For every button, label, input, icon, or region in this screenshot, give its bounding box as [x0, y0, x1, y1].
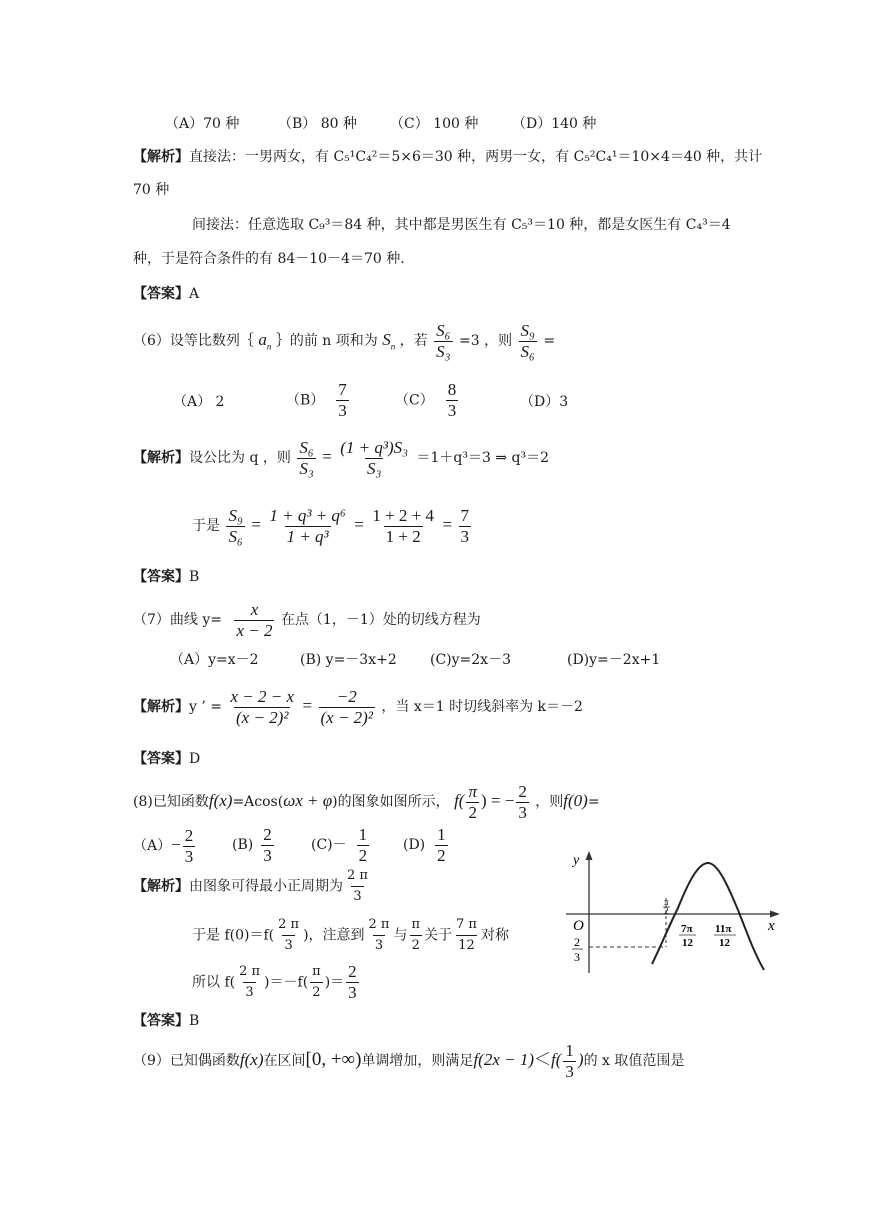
q6-option-c: （C） $\frac{8}{3}$ [395, 380, 457, 420]
answer-tag: 【答案】 [133, 286, 189, 302]
q6-answer: 【答案】B [133, 569, 200, 585]
answer-value: A [189, 286, 200, 302]
q6-analysis: 【解析】设公比为 q ，则 $\frac{\text{S₆}}{\text{S₃}}$ = $\frac{\text{(1 + q³)S₃}}{\text{S₃}}$ ＝1＋q³＝3 ⇒ q³＝2 [133, 437, 550, 478]
analysis-text: ＝1＋q³＝3 ⇒ q³＝2 [416, 450, 550, 466]
q8-analysis-line3: 所以 f( $\frac{2 \pi}{3}$ )＝－f( $\frac{\pi}{2}$ )＝ $\frac{2}{3}$ [192, 962, 357, 1002]
cosine-curve [652, 863, 764, 970]
q6-fraction-s9-s6: $\frac{\text{S₉}}{\text{S₆}}$ [520, 320, 535, 361]
label-11pi-12-num: 11π [715, 923, 732, 935]
q7-option-a: （A）y=x－2 [170, 652, 259, 668]
q6-j-frac2: $\frac{\text{(1 + q³)S₃}}{\text{S₃}}$ [340, 437, 409, 478]
q7-stem: （7）曲线 y= $\frac{x}{x - 2}$ 在点（1，－1）处的切线方程为 [133, 599, 481, 640]
x-axis-arrow [770, 911, 780, 918]
y-axis-arrow [586, 851, 593, 860]
label-pi-over-2-den: 2 [664, 906, 669, 916]
q8-analysis: 【解析】由图象可得最小正周期为 $\frac{2 \pi}{3}$ [133, 866, 372, 907]
q8-option-b: (B) $\frac{2}{3}$ [232, 824, 272, 865]
q5-indirect-cont: 种，于是符合条件的有 84－10－4＝70 种. [133, 251, 405, 267]
y-axis-label: y [573, 853, 580, 868]
q8-option-c: (C)－ $\frac{1}{2}$ [311, 824, 368, 865]
q8-option-d: (D) $\frac{1}{2}$ [403, 824, 446, 865]
analysis-tag: 【解析】 [133, 149, 189, 165]
q5-answer [133, 285, 199, 303]
q6-option-a: （A） 2 [173, 394, 225, 410]
q6-stem-text: =3 ，则 [458, 333, 513, 349]
x-axis-label: x [768, 918, 775, 934]
q6-stem-text: （6）设等比数列｛ [133, 333, 254, 349]
q6-option-d: （D）3 [520, 394, 569, 410]
q6-stem [133, 318, 555, 368]
q9-stem: （9）已知偶函数f(x)在区间[0, +∞)单调增加，则满足f(2x − 1)＜f( $\frac{1}{3}$ )的 x 取值范围是 [133, 1040, 685, 1081]
q6-conclusion: 于是 $\frac{\text{S₉}}{\text{S₆}}$ = $\frac{\text{1 + q³ + q⁶}}{\text{1 + q³}}$ = $\frac{1 + 2 + 4}{1 + 2}$ = $\frac{7}{3}$ [192, 505, 470, 546]
q6-fraction-s6-s3: $\frac{\text{S₆}}{\text{S₃}}$ [436, 320, 451, 361]
q5-option-b: （B） 80 种 [278, 116, 358, 132]
label-two-thirds-num: 2 [574, 935, 580, 949]
analysis-text: 设公比为 q ，则 [189, 450, 291, 466]
q5-analysis [133, 148, 762, 166]
q8-cosine-graph [560, 848, 790, 978]
q8-analysis-line2: 于是 f(0)＝f( $\frac{2 \pi}{3}$ )，注意到 $\frac{2 \pi}{3}$ 与 $\frac{\pi}{2}$ 关于 $\frac{7 \pi}{12}$ 对称 [192, 915, 509, 956]
q6-j-frac1: $\frac{\text{S₆}}{\text{S₃}}$ [299, 437, 314, 478]
q7-answer: 【答案】D [133, 751, 201, 767]
analysis-text: 直接法：一男两女，有 C₅¹C₄²＝5×6＝30 种，两男一女，有 C₅²C₄¹＝10×4＝40 种，共计 [189, 149, 763, 165]
q5-analysis-cont: 70 种 [133, 182, 170, 198]
q6-stem-text: ｝的前 n 项和为 [275, 333, 378, 349]
analysis-tag: 【解析】 [133, 450, 189, 466]
q6-option-b: （B） $\frac{7}{3}$ [286, 380, 347, 420]
label-pi-over-2-num: π [664, 897, 669, 907]
label-7pi-12-den: 12 [682, 937, 693, 949]
label-two-thirds-den: 3 [574, 950, 580, 964]
q7-option-d: (D)y=－2x+1 [567, 652, 661, 668]
q6-sn: $S_n$ [382, 330, 396, 352]
q7-analysis: 【解析】y ’ = $\frac{x - 2 - x}{\text{(x − 2)²}}$ = $\frac{-2}{\text{(x − 2)²}}$ ，当 x＝1 时切线斜率为 k＝－2 [133, 686, 583, 727]
q5-option-c: （C） 100 种 [390, 116, 479, 132]
label-11pi-12-den: 12 [719, 937, 730, 949]
q5-option-d: （D）140 种 [512, 116, 597, 132]
q5-indirect: 间接法：任意选取 C₉³＝84 种，其中都是男医生有 C₅³＝10 种，都是女医生有 C₄³＝4 [192, 217, 731, 233]
q7-option-b: (B) y=－3x+2 [300, 652, 397, 668]
q6-stem-text: ，若 [399, 333, 428, 349]
label-7pi-12-num: 7π [681, 923, 693, 935]
q8-answer: 【答案】B [133, 1013, 200, 1029]
origin-label: O [573, 918, 584, 934]
q8-option-a: （A）− $\frac{2}{3}$ [133, 825, 194, 866]
q5-option-a: （A）70 种 [165, 116, 240, 132]
q6-an: $a_n$ [258, 330, 272, 352]
q8-stem: (8)已知函数f(x)=Acos(ωx + φ)的图象如图所示， f( $\frac{\pi}{2}$ ) = − $\frac{2}{3}$ ，则f(0)= [133, 781, 600, 822]
q7-option-c: (C)y=2x－3 [430, 652, 511, 668]
q6-stem-text: = [543, 333, 556, 349]
